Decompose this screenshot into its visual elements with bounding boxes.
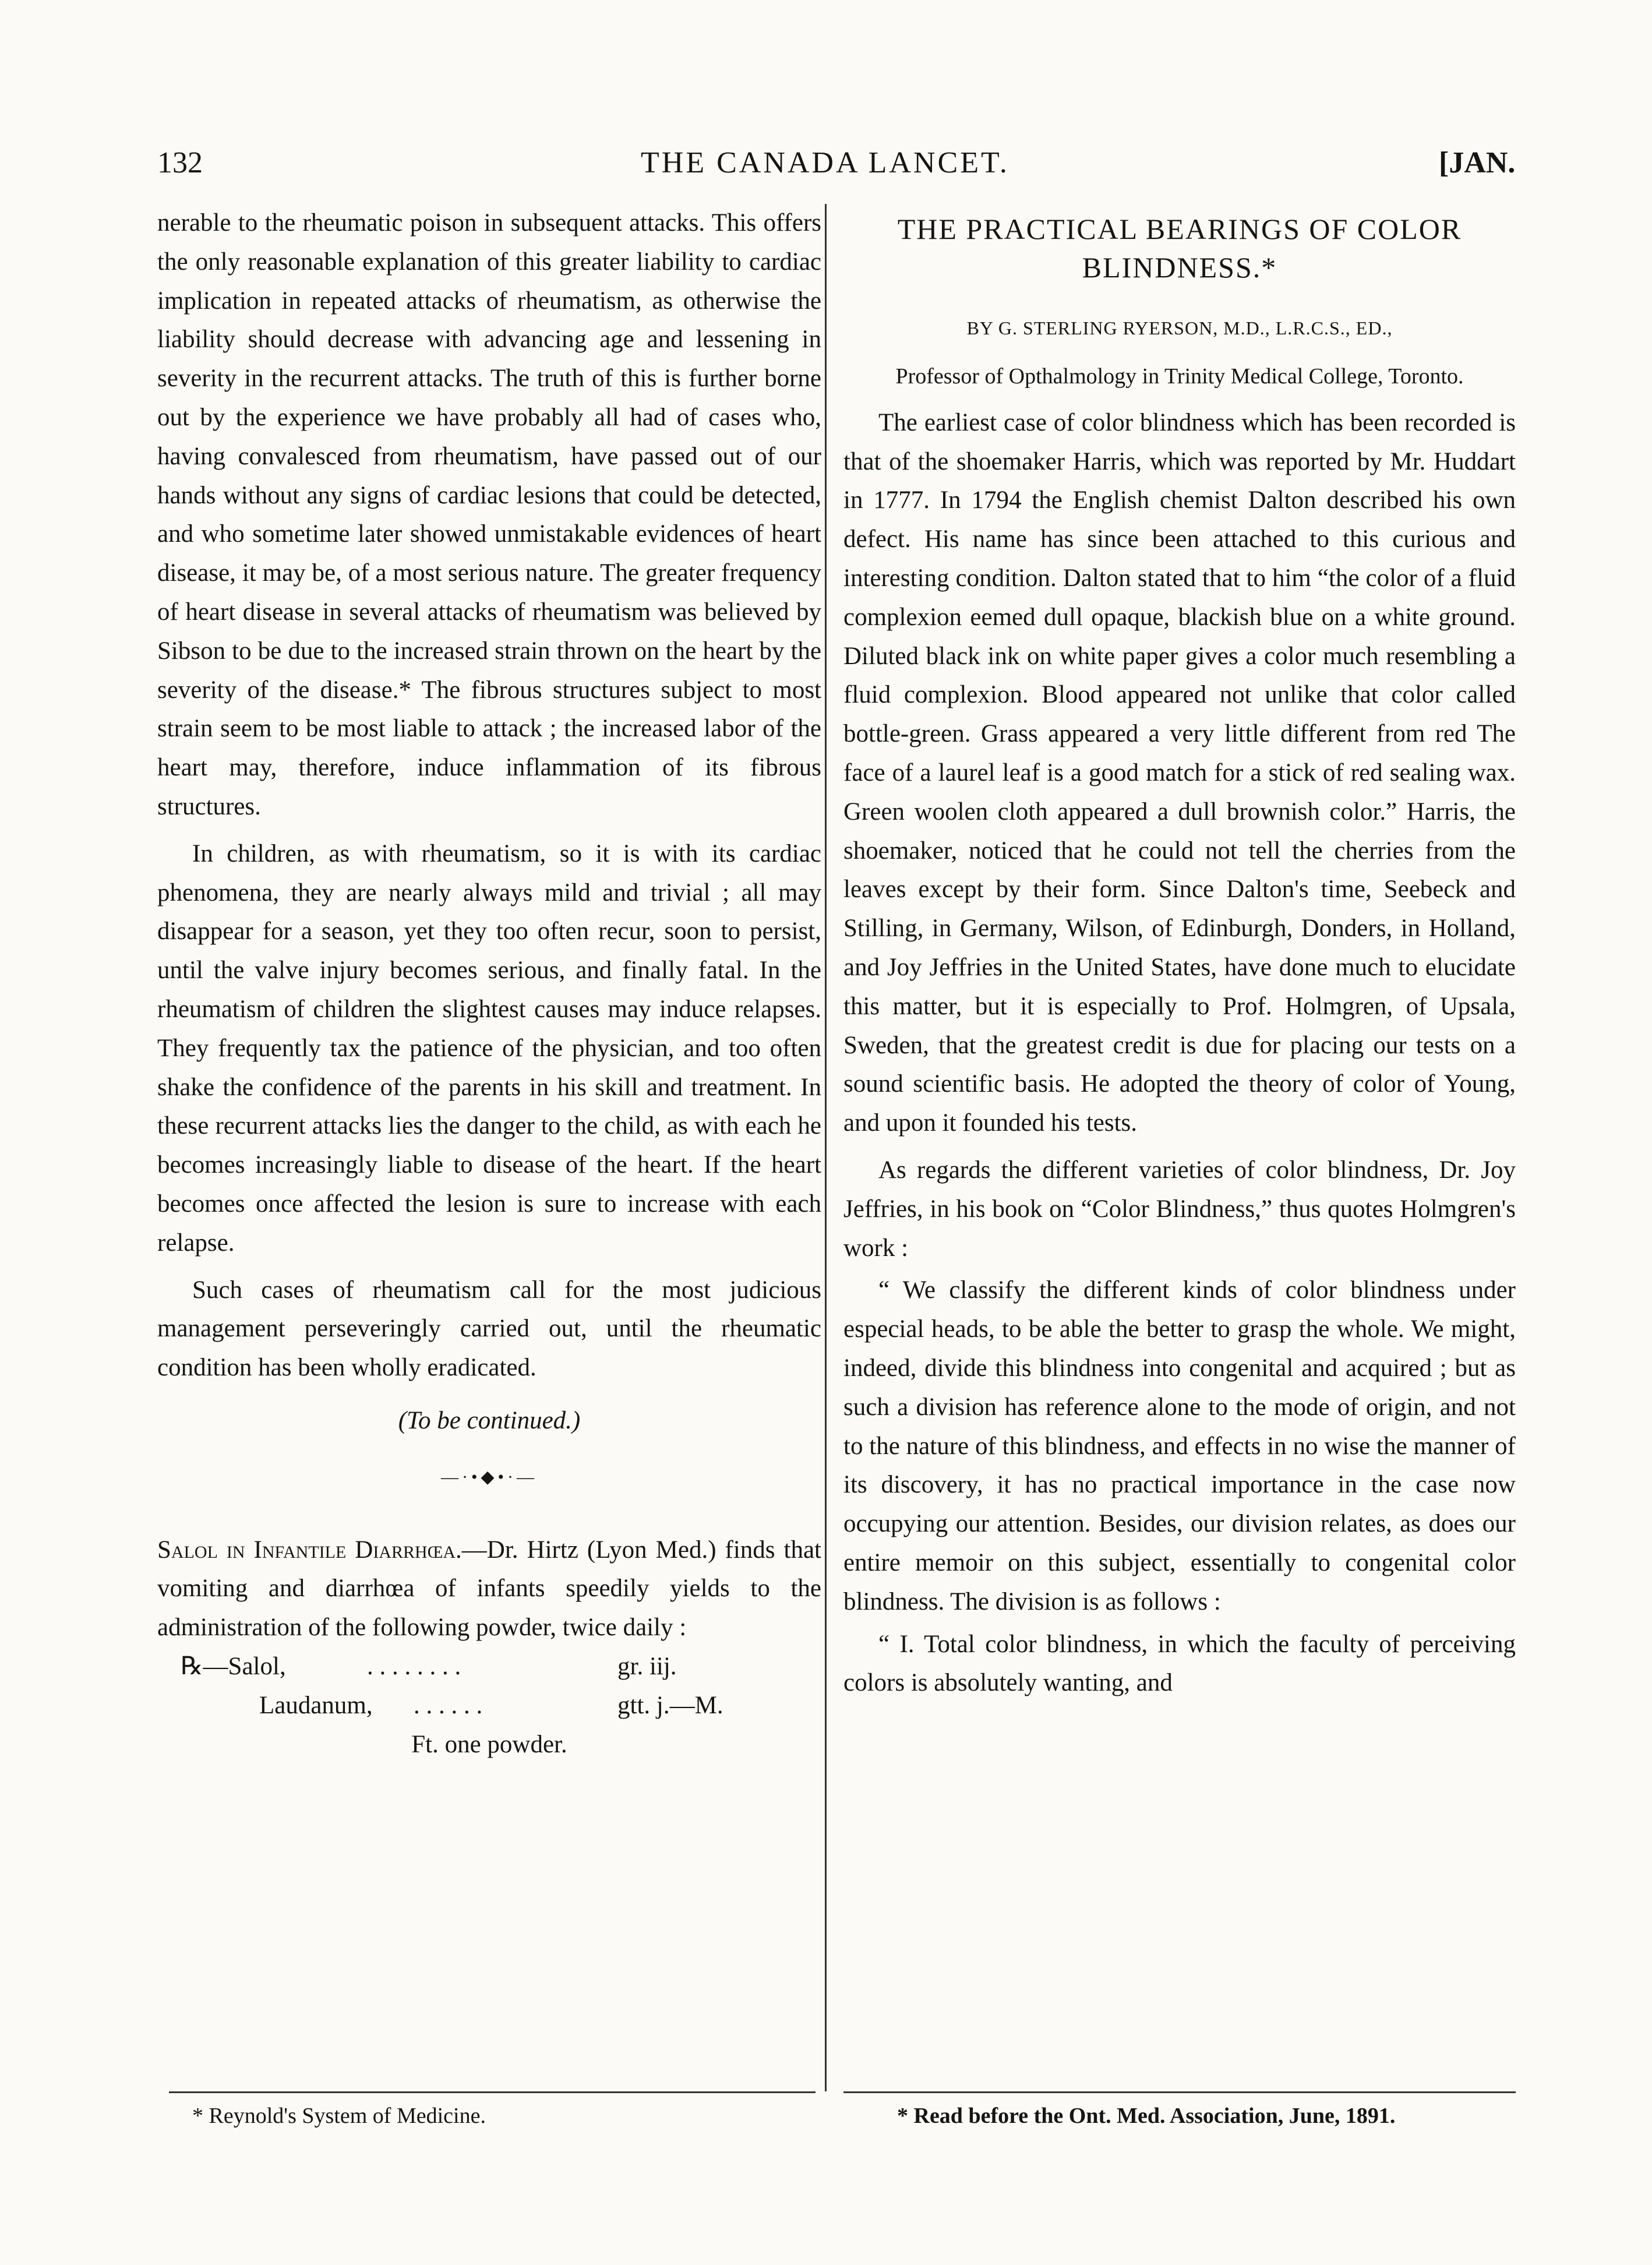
article-title: THE PRACTICAL BEARINGS OF COLOR BLINDNESS.* [897,213,1462,284]
page-header [0,146,1652,192]
rx-dose: gtt. j.—M. [617,1691,723,1719]
right-column [843,204,1516,1703]
page-number: 132 [157,146,203,179]
rx-dose: gr. iij. [617,1652,677,1680]
paragraph: “ We classify the different kinds of color blindness under especial heads, to be able the better to grasp the whole. We might, indeed, divide this blindness into congenital and acquired ; but as such a division has reference alone to the mode of origin, and not to the nature of this blindness, and effects in no wise the manner of its discovery, it has no practical importance in the case now occupying our attention. Besides, our division relates, as does our entire memoir on this subject, essentially to congenital color blindness. The division is as follows : [843,1276,1516,1615]
rx-directions: Ft. one powder. [411,1730,567,1758]
paragraph: In children, as with rheumatism, so it is with its cardiac phenomena, they are nearly always mild and trivial ; all may disappear for a season, yet they too often recur, soon to persist, until the valve injury becomes serious, and finally fatal. In the rheumatism of children the slightest causes may induce relapses. They frequently tax the patience of the physician, and too often shake the confidence of the parents in his skill and treatment. In these recurrent attacks lies the danger to the child, as with each he becomes increasingly liable to disease of the heart. If the heart becomes once affected the lesion is sure to increase with each relapse. [157,839,821,1257]
column-rule [825,204,827,2091]
rx-item: Laudanum, [259,1691,373,1719]
paragraph: “ I. Total color blindness, in which the faculty of perceiving colors is absolutely wanting, and [843,1630,1516,1697]
paragraph: nerable to the rheumatic poison in subsequent attacks. This offers the only reasonable explanation of this greater liability to cardiac implication in repeated attacks of rheumatism, as otherwise the liability should decrease with advancing age and lessening in severity in the recurrent attacks. The truth of this is further borne out by the experience we have probably all had of cases who, having convalesced from rheumatism, have passed out of our hands without any signs of cardiac lesions that could be detected, and who sometime later showed unmistakable evidences of heart disease, it may be, of a most serious nature. The greater frequency of heart disease in several attacks of rheumatism was believed by Sibson to be due to the increased strain thrown on the heart by the severity of the disease.* The fibrous structures subject to most strain seem to be most liable to attack ; the increased labor of the heart may, therefore, induce inflammation of its fibrous structures. [157,209,821,820]
prescription-row [157,1687,821,1726]
salol-text: —Dr. Hirtz (Lyon Med.) finds that vomiting and diarrhœa of infants speedily yields to the administration of the following powder, twice daily : [157,1536,821,1642]
left-column [157,204,821,1765]
salol-heading: Salol in Infantile Diarrhœa. [157,1536,462,1564]
rx-dots: . . . . . . [414,1691,483,1719]
paragraph: The earliest case of color blindness which has been recorded is that of the shoemaker Harris, which was reported by Mr. Huddart in 1777. In 1794 the English chemist Dalton described his own defect. His name has since been attached to this curious and interesting condition. Dalton stated that to him “the color of a fluid complexion eemed dull opaque, blackish blue on a white ground. Diluted black ink on white paper gives a color much resembling a fluid complexion. Blood appeared not unlike that color called bottle-green. Grass appeared a very little different from red The face of a laurel leaf is a good match for a stick of red sealing wax. Green woolen cloth appeared a dull brownish color.” Harris, the shoemaker, noticed that he could not tell the cherries from the leaves except by their form. Since Dalton's time, Seebeck and Stilling, in Germany, Wilson, of Edinburgh, Donders, in Holland, and Joy Jeffries in the United States, have done much to elucidate this matter, but it is especially to Prof. Holmgren, of Upsala, Sweden, that the greatest credit is due for placing our tests on a sound scientific basis. He adopted the theory of color of Young, and upon it founded his tests. [843,408,1516,1137]
salol-paragraph [157,1531,821,1647]
rx-item: ℞—Salol, [181,1652,286,1680]
prescription-row [157,1647,821,1687]
footnote-left: * Reynold's System of Medicine. [192,2104,486,2128]
issue-month: [JAN. [1439,146,1516,179]
paragraph: Such cases of rheumatism call for the most judicious management perseveringly carried out, until the rheumatic condition has been wholly eradicated. [157,1276,821,1382]
article-byline: BY G. STERLING RYERSON, M.D., L.R.C.S., ED., [966,317,1393,338]
paragraph: As regards the different varieties of color blindness, Dr. Joy Jeffries, in his book on “Color Blindness,” thus quotes Holmgren's work : [843,1156,1516,1262]
author-affiliation: Professor of Opthalmology in Trinity Medical College, Toronto. [895,364,1464,389]
footnote-rule [843,2091,1516,2093]
to-be-continued: (To be continued.) [398,1406,581,1434]
section-ornament: —·•◆•·— [440,1467,538,1487]
journal-title: THE CANADA LANCET. [641,146,1009,179]
footnote-right: * Read before the Ont. Med. Association, June, 1891. [897,2104,1396,2128]
rx-dots: . . . . . . . . [367,1652,461,1680]
footnote-rule [169,2091,816,2093]
